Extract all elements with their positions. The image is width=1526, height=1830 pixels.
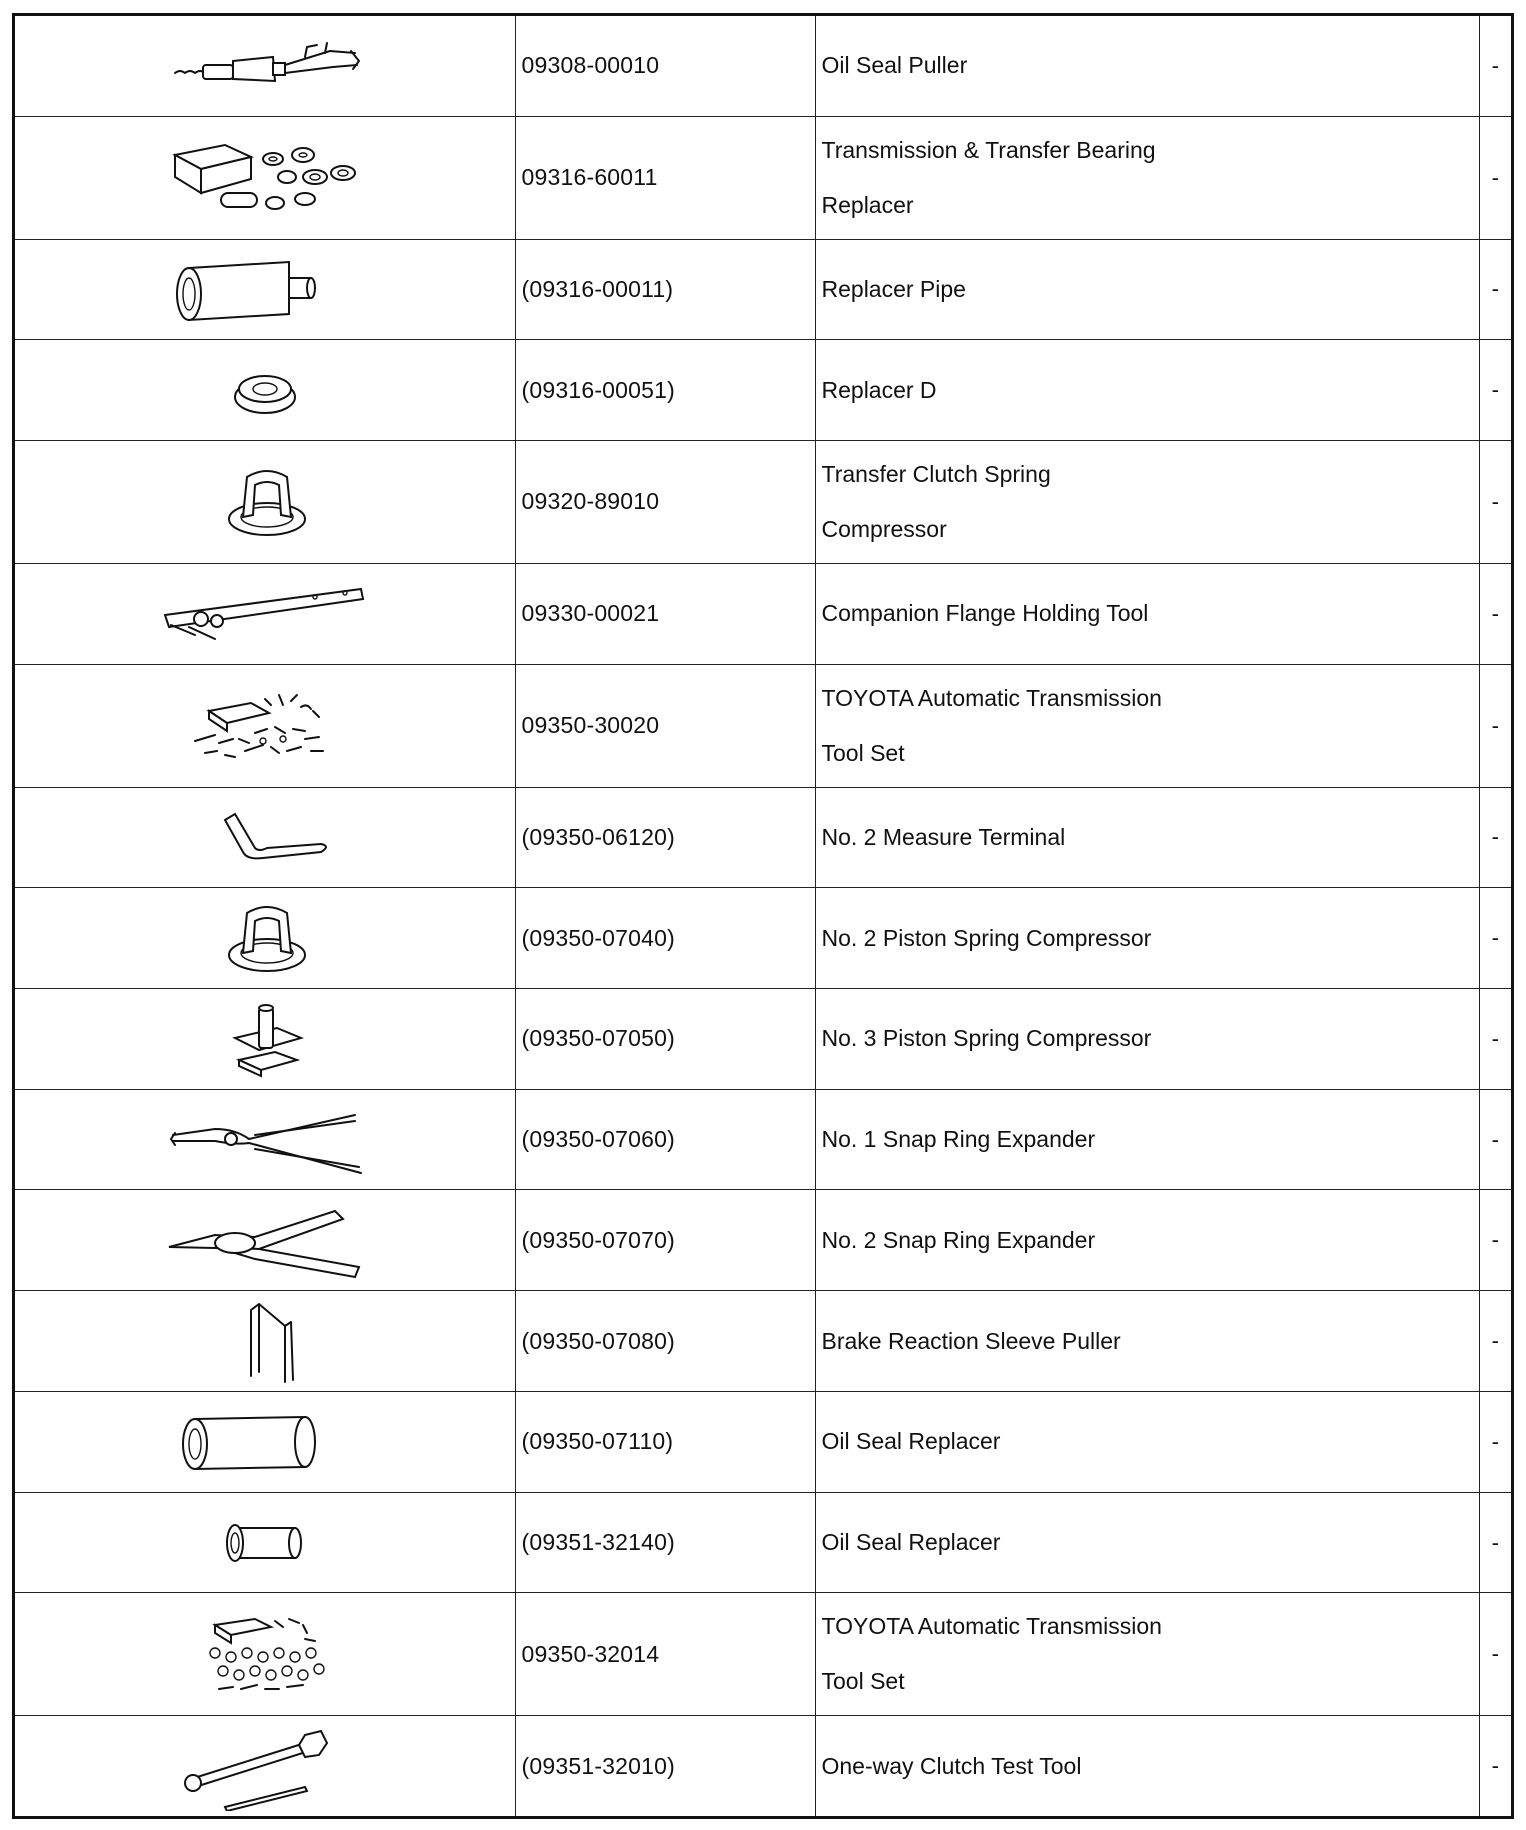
note: - bbox=[1479, 888, 1511, 989]
table-row bbox=[15, 1089, 1511, 1190]
table-row bbox=[15, 1716, 1511, 1816]
tool-name bbox=[815, 988, 1479, 1089]
tool-name-line: Tool Set bbox=[821, 739, 905, 766]
replacer-pipe-icon bbox=[155, 244, 375, 334]
part-number: (09316-00051) bbox=[515, 340, 815, 441]
tool-set-large-icon bbox=[155, 1609, 375, 1699]
note: - bbox=[1479, 1291, 1511, 1392]
tool-illustration-cell bbox=[15, 16, 515, 116]
table-row bbox=[15, 1291, 1511, 1392]
tool-illustration-cell bbox=[15, 563, 515, 664]
note: - bbox=[1479, 1716, 1511, 1816]
table-row bbox=[15, 1190, 1511, 1291]
tool-name bbox=[815, 1492, 1479, 1593]
tool-name bbox=[815, 787, 1479, 888]
tool-name bbox=[815, 116, 1479, 239]
tool-name-line: Replacer D bbox=[821, 376, 937, 403]
plate-compressor-icon bbox=[155, 994, 375, 1084]
note: - bbox=[1479, 239, 1511, 340]
part-number: (09351-32010) bbox=[515, 1716, 815, 1816]
tool-name bbox=[815, 340, 1479, 441]
table-row bbox=[15, 888, 1511, 989]
snap-ring-pliers-icon bbox=[155, 1095, 375, 1185]
snap-ring-pliers-heavy-icon bbox=[155, 1195, 375, 1285]
tool-name-line: Transfer Clutch Spring bbox=[821, 460, 1051, 487]
table-row bbox=[15, 16, 1511, 116]
table-row bbox=[15, 988, 1511, 1089]
tool-name bbox=[815, 239, 1479, 340]
tool-name-line: Tool Set bbox=[821, 1668, 905, 1695]
tool-name-line: Brake Reaction Sleeve Puller bbox=[821, 1327, 1121, 1354]
clutch-test-tool-icon bbox=[155, 1721, 375, 1811]
note: - bbox=[1479, 1089, 1511, 1190]
part-number: (09351-32140) bbox=[515, 1492, 815, 1593]
part-number: 09308-00010 bbox=[515, 16, 815, 116]
tool-name-line: Companion Flange Holding Tool bbox=[821, 600, 1149, 627]
note: - bbox=[1479, 116, 1511, 239]
tool-illustration-cell bbox=[15, 1716, 515, 1816]
part-number: (09316-00011) bbox=[515, 239, 815, 340]
tool-illustration-cell bbox=[15, 988, 515, 1089]
note: - bbox=[1479, 664, 1511, 787]
part-number: 09320-89010 bbox=[515, 441, 815, 564]
note: - bbox=[1479, 1190, 1511, 1291]
tool-name-line: Replacer Pipe bbox=[821, 275, 966, 302]
tool-name bbox=[815, 441, 1479, 564]
part-number: 09330-00021 bbox=[515, 563, 815, 664]
seal-replacer-small-icon bbox=[155, 1498, 375, 1588]
table-row bbox=[15, 340, 1511, 441]
measure-terminal-icon bbox=[155, 792, 375, 882]
tool-name-line: No. 2 Snap Ring Expander bbox=[821, 1226, 1096, 1253]
table-row bbox=[15, 116, 1511, 239]
spring-compressor-icon bbox=[155, 893, 375, 983]
table-row bbox=[15, 1492, 1511, 1593]
tool-illustration-cell bbox=[15, 1391, 515, 1492]
part-number: (09350-06120) bbox=[515, 787, 815, 888]
tool-name-line: Compressor bbox=[821, 515, 947, 542]
tool-name-line: Oil Seal Replacer bbox=[821, 1529, 1001, 1555]
table-row bbox=[15, 664, 1511, 787]
tool-name-line: No. 3 Piston Spring Compressor bbox=[821, 1025, 1152, 1052]
table-row bbox=[15, 1593, 1511, 1716]
tools-grid bbox=[15, 16, 1511, 1816]
part-number: 09316-60011 bbox=[515, 116, 815, 239]
table-row bbox=[15, 1391, 1511, 1492]
replacer-d-icon bbox=[155, 345, 375, 435]
tool-name-line: TOYOTA Automatic Transmission bbox=[821, 684, 1162, 711]
note: - bbox=[1479, 340, 1511, 441]
special-service-tools-table bbox=[12, 13, 1514, 1819]
tool-name-line: No. 2 Measure Terminal bbox=[821, 823, 1066, 850]
part-number: 09350-32014 bbox=[515, 1593, 815, 1716]
oil-seal-puller-icon bbox=[155, 21, 375, 111]
part-number: (09350-07050) bbox=[515, 988, 815, 1089]
table-row bbox=[15, 239, 1511, 340]
tool-illustration-cell bbox=[15, 1190, 515, 1291]
tool-name-line: Oil Seal Replacer bbox=[821, 1428, 1001, 1455]
seal-replacer-tube-icon bbox=[155, 1397, 375, 1487]
flange-holding-tool-icon bbox=[155, 569, 375, 659]
tool-name bbox=[815, 1391, 1479, 1492]
tool-name-line: No. 1 Snap Ring Expander bbox=[821, 1126, 1096, 1153]
table-row bbox=[15, 441, 1511, 564]
tool-illustration-cell bbox=[15, 1089, 515, 1190]
part-number: (09350-07040) bbox=[515, 888, 815, 989]
part-number: (09350-07110) bbox=[515, 1391, 815, 1492]
note: - bbox=[1479, 1593, 1511, 1716]
tool-illustration-cell bbox=[15, 1492, 515, 1593]
note: - bbox=[1479, 1492, 1511, 1593]
tool-name-line: Oil Seal Puller bbox=[821, 52, 968, 79]
tool-name bbox=[815, 16, 1479, 116]
part-number: 09350-30020 bbox=[515, 664, 815, 787]
spring-compressor-icon bbox=[155, 457, 375, 547]
note: - bbox=[1479, 1391, 1511, 1492]
note: - bbox=[1479, 787, 1511, 888]
tool-name bbox=[815, 1190, 1479, 1291]
tool-name bbox=[815, 664, 1479, 787]
tool-illustration-cell bbox=[15, 664, 515, 787]
tool-illustration-cell bbox=[15, 116, 515, 239]
tool-illustration-cell bbox=[15, 441, 515, 564]
tool-name bbox=[815, 888, 1479, 989]
tool-name-line: One-way Clutch Test Tool bbox=[821, 1752, 1082, 1779]
tool-name bbox=[815, 1593, 1479, 1716]
table-row bbox=[15, 787, 1511, 888]
note: - bbox=[1479, 441, 1511, 564]
bearing-replacer-set-icon bbox=[155, 133, 375, 223]
tool-name bbox=[815, 1291, 1479, 1392]
note: - bbox=[1479, 16, 1511, 116]
sleeve-puller-icon bbox=[155, 1296, 375, 1386]
part-number: (09350-07070) bbox=[515, 1190, 815, 1291]
tool-illustration-cell bbox=[15, 1291, 515, 1392]
tool-name bbox=[815, 1716, 1479, 1816]
tool-illustration-cell bbox=[15, 888, 515, 989]
tool-name-line: TOYOTA Automatic Transmission bbox=[821, 1613, 1162, 1640]
part-number: (09350-07060) bbox=[515, 1089, 815, 1190]
tool-illustration-cell bbox=[15, 239, 515, 340]
note: - bbox=[1479, 563, 1511, 664]
tool-name-line: Replacer bbox=[821, 191, 914, 218]
tool-illustration-cell bbox=[15, 1593, 515, 1716]
part-number: (09350-07080) bbox=[515, 1291, 815, 1392]
tool-name bbox=[815, 1089, 1479, 1190]
tool-name bbox=[815, 563, 1479, 664]
tool-illustration-cell bbox=[15, 340, 515, 441]
tool-name-line: Transmission & Transfer Bearing bbox=[821, 136, 1156, 163]
tool-set-icon bbox=[155, 681, 375, 771]
tool-illustration-cell bbox=[15, 787, 515, 888]
table-row bbox=[15, 563, 1511, 664]
note: - bbox=[1479, 988, 1511, 1089]
tool-name-line: No. 2 Piston Spring Compressor bbox=[821, 924, 1152, 951]
